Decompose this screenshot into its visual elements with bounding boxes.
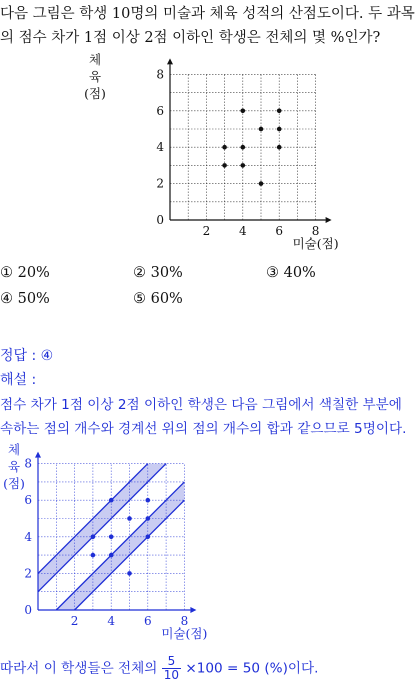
x-tick-label: 6	[143, 614, 152, 628]
x-axis-arrow	[326, 217, 332, 223]
x-axis-arrow	[190, 607, 196, 613]
x-tick-label: 6	[275, 224, 284, 238]
x-axis-label: 미술(점)	[161, 626, 208, 641]
solution-line-2: 속하는 점의 개수와 경계선 위의 점의 개수의 합과 같으므로 5명이다.	[0, 421, 407, 437]
data-point	[109, 535, 114, 540]
scatter-plot-question	[80, 48, 339, 258]
choice-4[interactable]	[0, 291, 50, 307]
x-tick-label: 8	[311, 224, 320, 238]
data-point	[241, 163, 246, 168]
data-point	[259, 127, 264, 132]
x-tick-label: 8	[180, 614, 189, 628]
choice-5-number: ⑤	[133, 291, 146, 307]
fraction-denominator: 10	[163, 668, 180, 682]
y-axis-label: 육	[7, 459, 21, 474]
y-tick-label: 0	[156, 213, 164, 227]
choice-1[interactable]	[0, 265, 50, 281]
solution-final-line	[0, 655, 318, 682]
fraction-numerator: 5	[162, 655, 181, 669]
question-line-2: 의 점수 차가 1점 이상 2점 이하인 학생은 전체의 몇 %인가?	[0, 30, 381, 46]
data-point	[91, 553, 96, 558]
fraction	[162, 655, 181, 682]
choice-1-text: 20%	[17, 265, 50, 281]
y-axis-label: 체	[88, 52, 102, 67]
data-point	[277, 127, 282, 132]
x-tick-label: 4	[238, 224, 247, 238]
choice-2-text: 30%	[150, 265, 183, 281]
y-tick-label: 4	[24, 529, 32, 544]
choice-3[interactable]	[266, 265, 316, 281]
data-point	[241, 145, 246, 150]
x-tick-label: 4	[107, 614, 116, 628]
y-tick-label: 8	[156, 67, 164, 82]
choice-2[interactable]	[133, 265, 183, 281]
data-point	[109, 553, 114, 558]
solution-line-1: 점수 차가 1점 이상 2점 이하인 학생은 다음 그림에서 색칠한 부분에	[0, 397, 402, 413]
y-tick-label: 2	[156, 176, 164, 191]
y-axis-label: 육	[88, 69, 102, 84]
y-tick-label: 0	[24, 603, 32, 617]
y-axis-arrow	[167, 58, 173, 64]
data-point	[91, 535, 96, 540]
data-point	[277, 109, 282, 114]
data-point	[241, 109, 246, 114]
data-point	[146, 498, 151, 503]
data-point	[109, 498, 114, 503]
question-line-1: 다음 그림은 학생 10명의 미술과 체육 성적의 산점도이다. 두 과목	[0, 6, 415, 22]
x-tick-label: 2	[70, 614, 79, 628]
data-point	[277, 145, 282, 150]
x-tick-label: 2	[202, 224, 211, 238]
choice-3-text: 40%	[283, 265, 316, 281]
data-point	[146, 535, 151, 540]
choice-5-text: 60%	[150, 291, 183, 307]
y-axis-label: 체	[7, 442, 21, 457]
final-prefix: 따라서 이 학생들은 전체의	[0, 660, 158, 677]
y-axis-label: (점)	[84, 86, 106, 101]
solution-label: 해설 :	[0, 372, 37, 388]
y-tick-label: 4	[156, 140, 164, 155]
data-point	[127, 516, 132, 521]
data-point	[259, 181, 264, 186]
data-point	[222, 163, 227, 168]
y-axis-arrow	[35, 452, 41, 458]
choice-1-number: ①	[0, 265, 13, 281]
y-tick-label: 6	[156, 103, 164, 118]
choice-4-text: 50%	[17, 291, 50, 307]
choice-4-number: ④	[0, 291, 13, 307]
data-point	[127, 571, 132, 576]
data-point	[222, 145, 227, 150]
answer-label: 정답 : ④	[0, 348, 54, 364]
y-tick-label: 6	[24, 493, 32, 508]
y-tick-label: 2	[24, 566, 32, 581]
choice-2-number: ②	[133, 265, 146, 281]
choice-5[interactable]	[133, 291, 183, 307]
data-point	[146, 516, 151, 521]
final-suffix: ×100 = 50 (%)이다.	[185, 660, 319, 677]
y-tick-label: 8	[24, 456, 32, 471]
x-axis-label: 미술(점)	[292, 236, 339, 251]
choice-3-number: ③	[266, 265, 279, 281]
scatter-plot-solution	[0, 440, 230, 645]
y-axis-label: (점)	[3, 476, 25, 491]
